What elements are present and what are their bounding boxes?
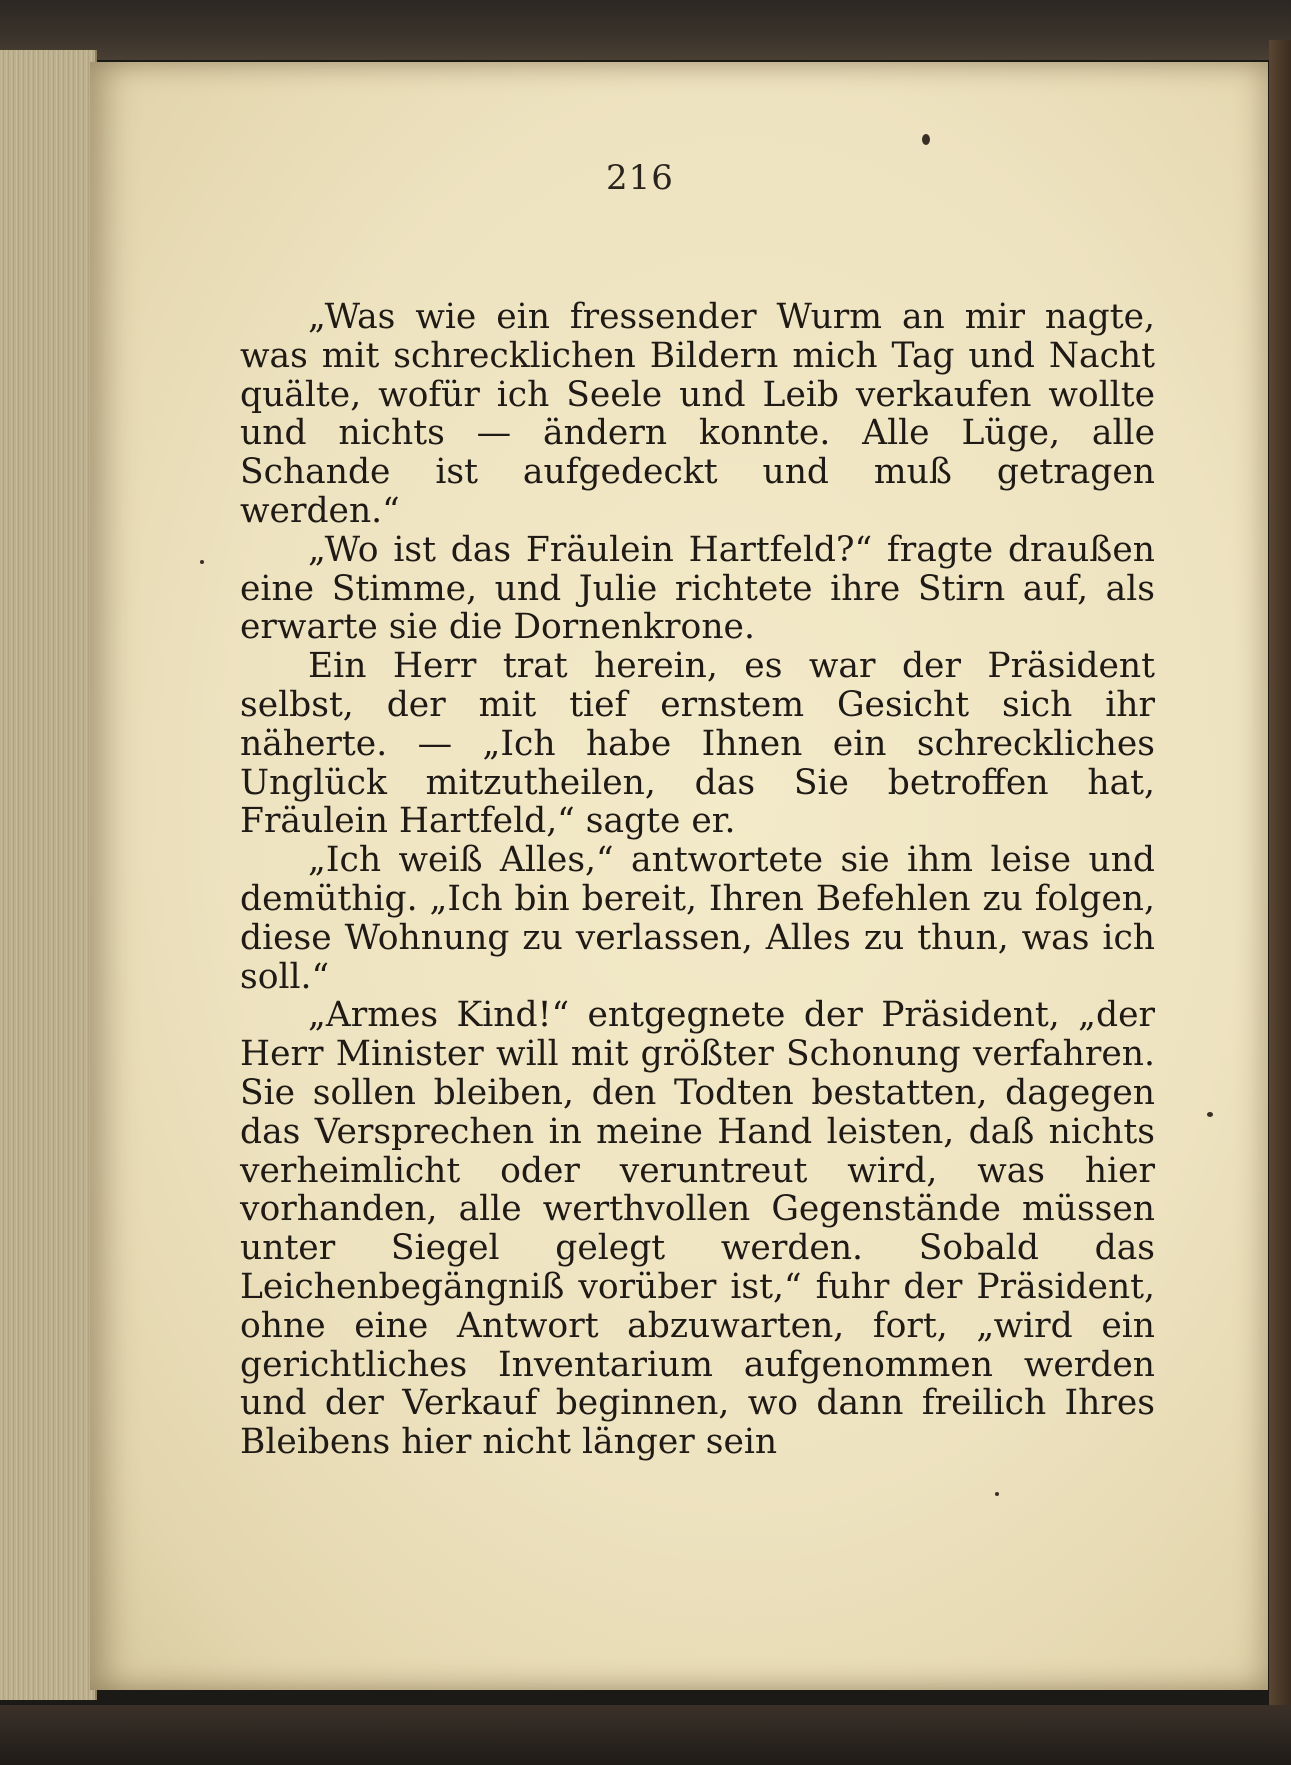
paragraph: „Wo ist das Fräulein Hartfeld?“ fragte draußen eine Stimme, und Julie richtete ihre Stirn auf, als erwarte sie die Dornenkrone.	[240, 529, 1155, 648]
paragraph: „Ich weiß Alles,“ antwortete sie ihm leise und demüthig. „Ich bin bereit, Ihren Befehlen zu folgen, diese Wohnung zu verlassen, Alles zu thun, was ich soll.“	[240, 840, 1155, 997]
paragraph: „Was wie ein fressender Wurm an mir nagte, was mit schrecklichen Bildern mich Tag und Nacht quälte, wofür ich Seele und Leib verkaufen wollte und nichts — ändern konnte. Alle Lüge, alle Schande ist aufgedeckt und muß getragen werden.“	[240, 297, 1155, 531]
ink-speck	[200, 560, 204, 564]
book-cover-right	[1269, 40, 1291, 1740]
ink-speck	[995, 1492, 999, 1496]
book-cover-bottom	[0, 1705, 1291, 1765]
ink-speck	[922, 134, 930, 145]
ink-speck	[1207, 1112, 1213, 1117]
paragraph: „Armes Kind!“ entgegnete der Präsident, „der Herr Minister will mit größter Schonung verfahren. Sie sollen bleiben, den Todten bestatten, dagegen das Versprechen in meine Hand leisten, daß nichts verheimlicht oder veruntreut wird, was hier vorhanden, alle werthvollen Gegenstände müssen unter Siegel gelegt werden. Sobald das Leichenbegängniß vorüber ist,“ fuhr der Präsident, ohne eine Antwort abzuwarten, fort, „wird ein gerichtliches Inventarium aufgenommen werden und der Verkauf beginnen, wo dann freilich Ihres Bleibens hier nicht länger sein	[240, 995, 1155, 1463]
page-edges	[0, 50, 97, 1700]
body-text	[240, 298, 1155, 1462]
paragraph: Ein Herr trat herein, es war der Präsident selbst, der mit tief ernstem Gesicht sich ihr näherte. — „Ich habe Ihnen ein schreckliches Unglück mitzutheilen, das Sie betroffen hat, Fräulein Hartfeld,“ sagte er.	[240, 646, 1155, 842]
page-number: 216	[606, 158, 674, 198]
book-cover-top	[0, 0, 1291, 60]
